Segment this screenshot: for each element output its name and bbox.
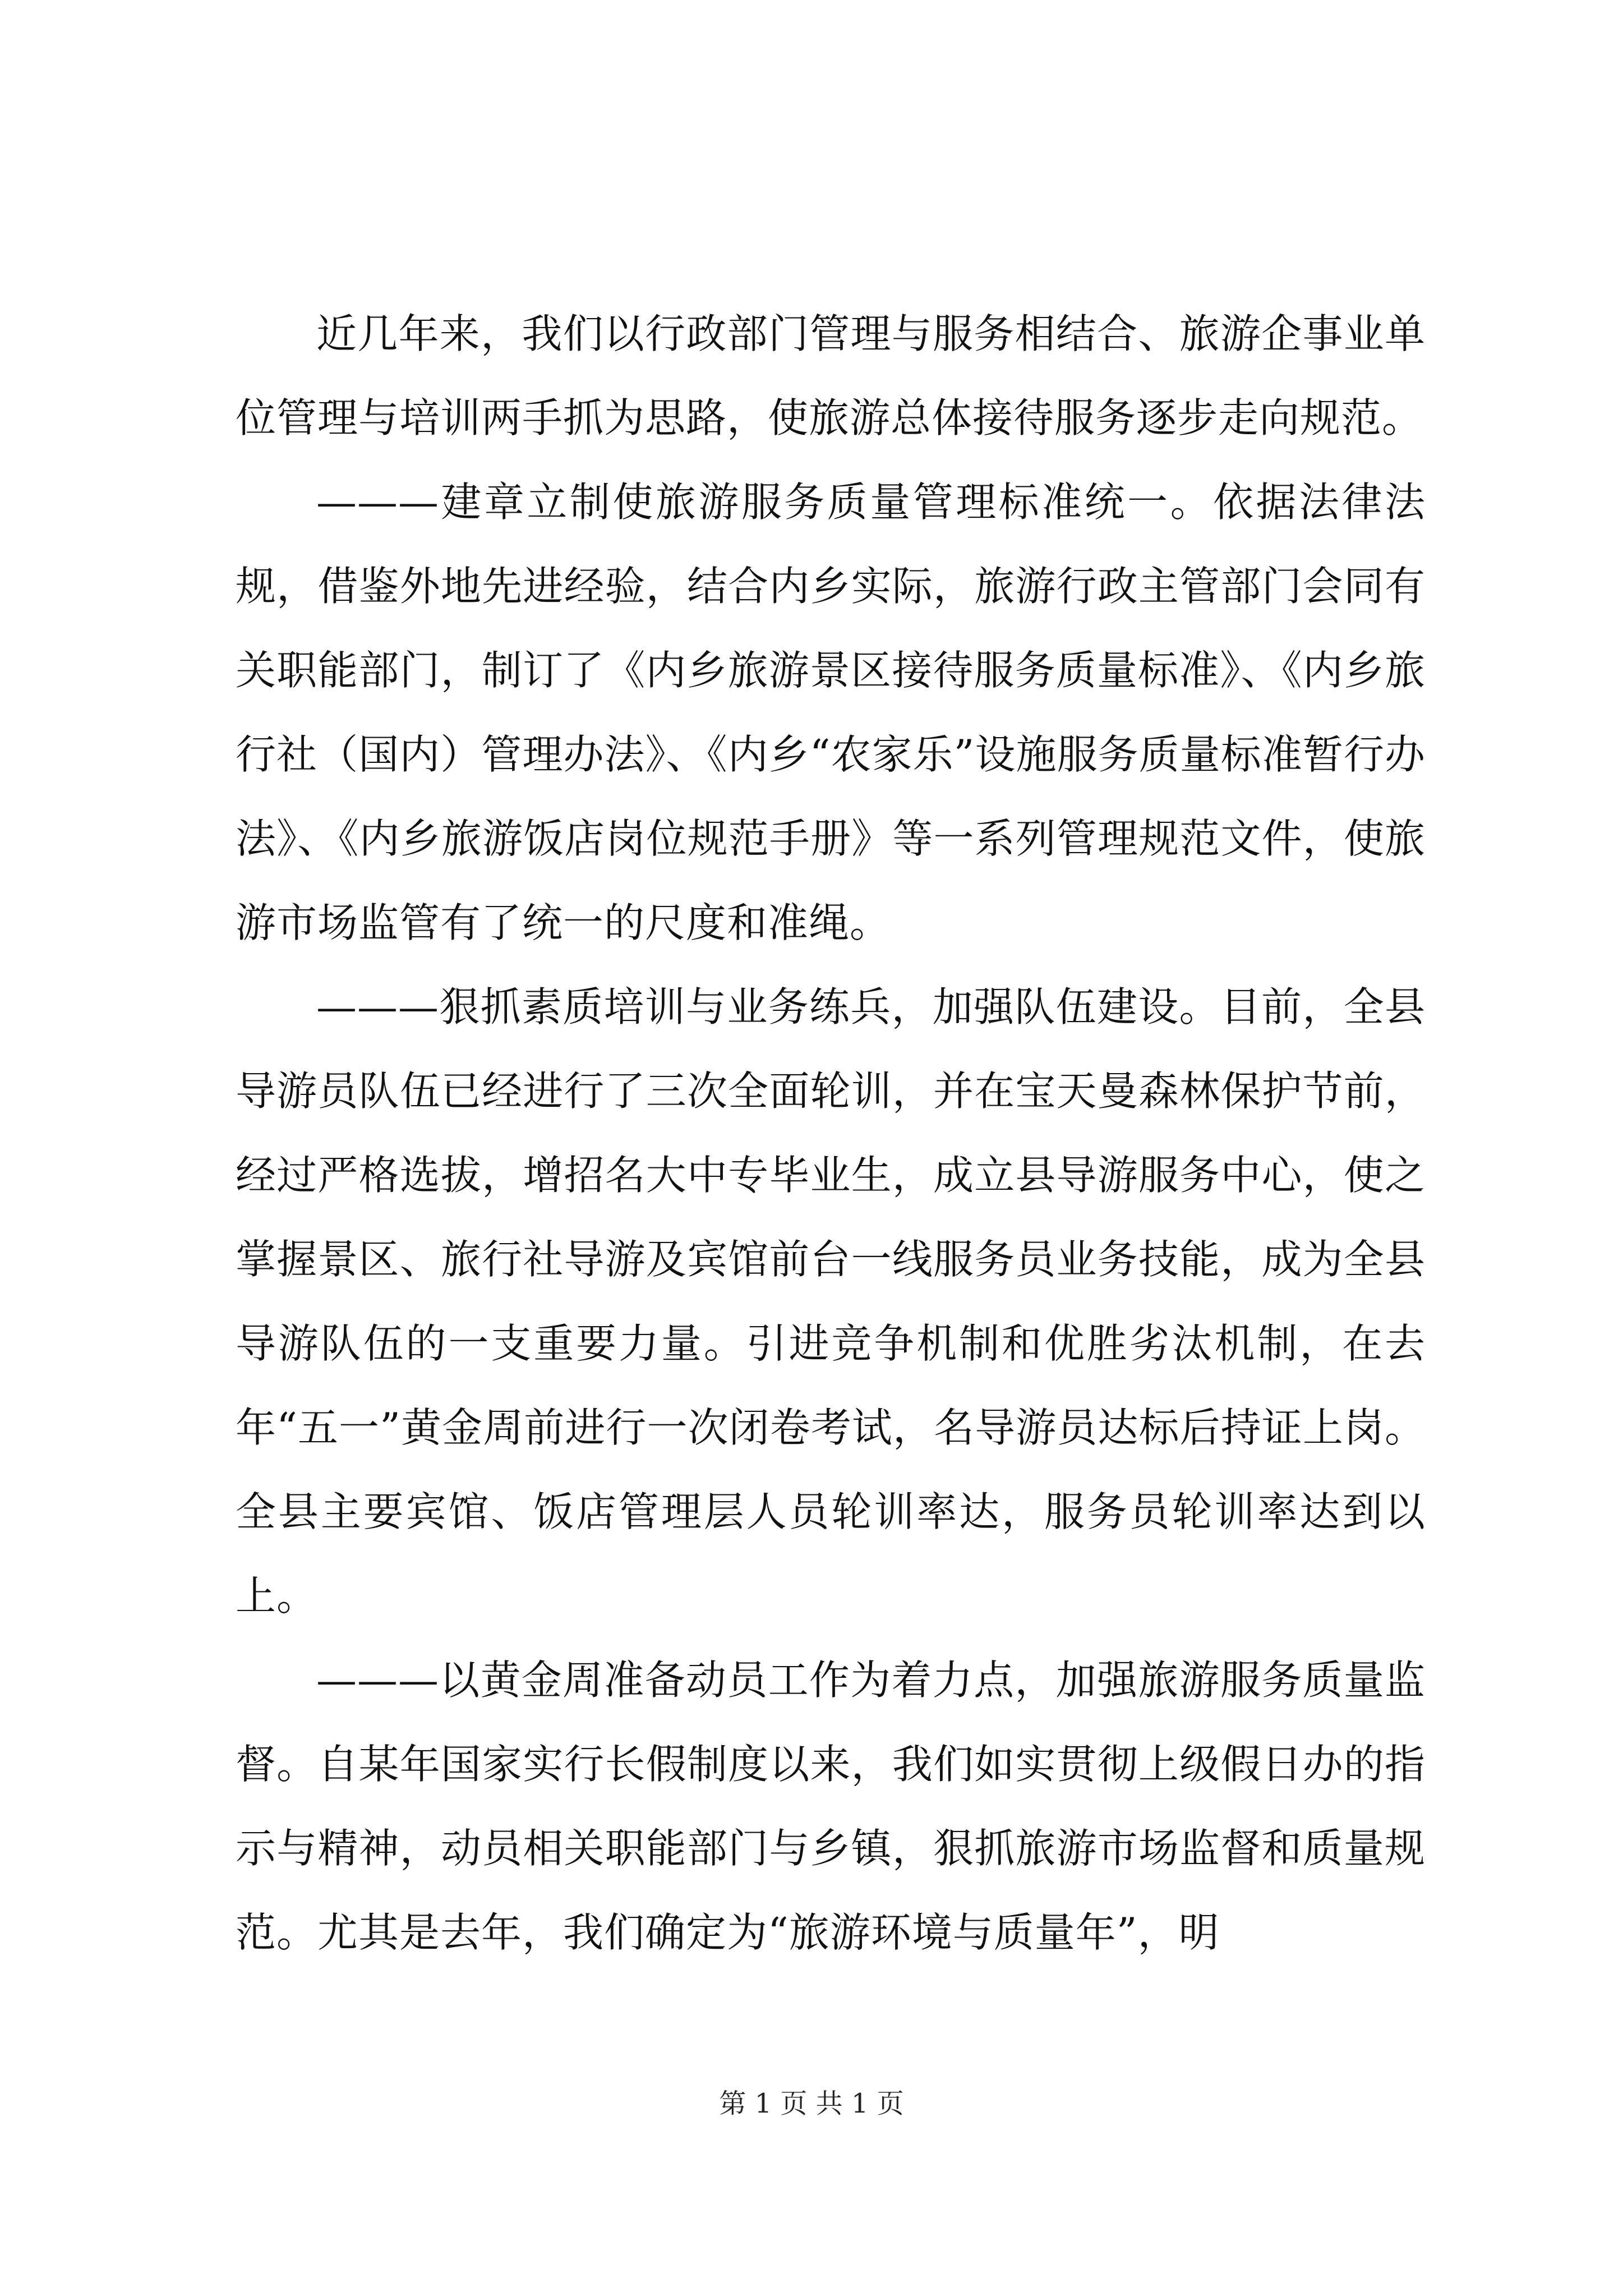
page-number-footer: 第 1 页 共 1 页 <box>719 2088 904 2119</box>
paragraph-regulations: ———建章立制使旅游服务质量管理标准统一。依据法律法规，借鉴外地先进经验，结合内乡实际，旅游行政主管部门会同有关职能部门，制订了《内乡旅游景区接待服务质量标准》、《内乡旅行社（国内）管理办法》、《内乡“农家乐”设施服务质量标准暂行办法》、《内乡旅游饭店岗位规范手册》等一系列管理规范文件，使旅游市场监管有了统一的尺度和准绳。 <box>236 478 1426 946</box>
paragraph-intro: 近几年来，我们以行政部门管理与服务相结合、旅游企事业单位管理与培训两手抓为思路，使旅游总体接待服务逐步走向规范。 <box>236 310 1426 441</box>
paragraph-training: ———狠抓素质培训与业务练兵，加强队伍建设。目前，全县导游员队伍已经进行了三次全面轮训，并在宝天曼森林保护节前，经过严格选拔，增招名大中专毕业生，成立县导游服务中心，使之掌握景区、旅行社导游及宾馆前台一线服务员业务技能，成为全县导游队伍的一支重要力量。引进竞争机制和优胜劣汰机制，在去年“五一”黄金周前进行一次闭卷考试，名导游员达标后持证上岗。全县主要宾馆、饭店管理层人员轮训率达，服务员轮训率达到以上。 <box>236 983 1426 1619</box>
paragraph-golden-week: ———以黄金周准备动员工作为着力点，加强旅游服务质量监督。自某年国家实行长假制度以来，我们如实贯彻上级假日办的指示与精神，动员相关职能部门与乡镇，狠抓旅游市场监督和质量规范。尤其是去年，我们确定为“旅游环境与质量年”，明 <box>236 1657 1426 1956</box>
document-body <box>236 292 1426 1975</box>
